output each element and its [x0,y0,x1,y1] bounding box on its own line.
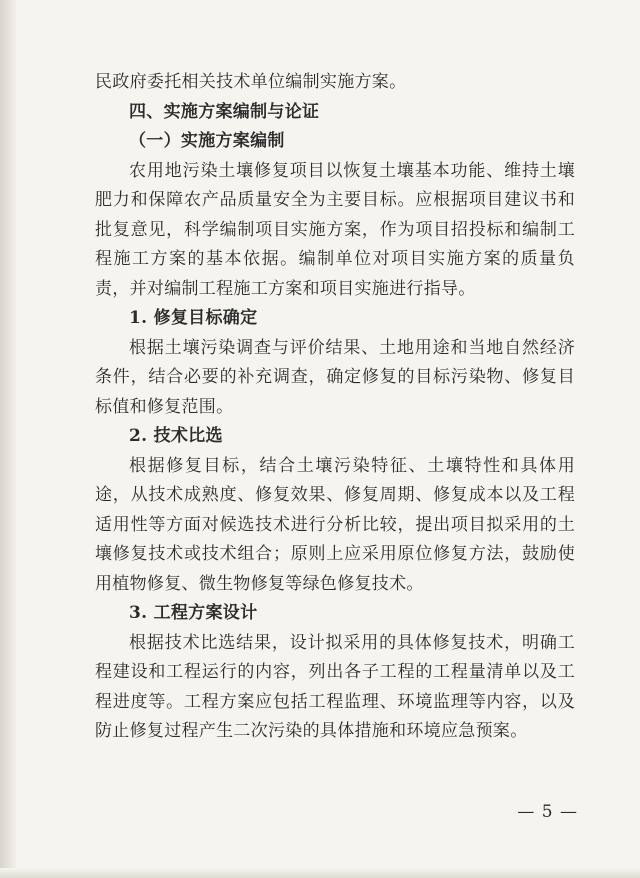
page-shadow-bottom [0,868,640,878]
subsection-heading-plan-preparation: （一）实施方案编制 [129,131,285,151]
document-body [95,68,575,747]
paragraph-technology-selection: 根据修复目标，结合土壤污染特征、土壤特性和具体用途，从技术成熟度、修复效果、修复周期、修复成本以及工程适用性等方面对候选技术进行分析比较，提出项目拟采用的土壤修复技术或技术组合；原则上应采用原位修复方法，鼓励使用植物修复、微生物修复等绿色修复技术。 [95,455,575,594]
item-heading-technology-selection: 2. 技术比选 [129,426,223,446]
page-number: — 5 — [517,802,578,822]
page-shadow-left [0,0,16,878]
paragraph-remediation-target: 根据土壤污染调查与评价结果、土地用途和当地自然经济条件，结合必要的补充调查，确定修复的目标污染物、修复目标值和修复范围。 [95,337,575,417]
item-heading-remediation-target: 1. 修复目标确定 [129,308,258,328]
item-heading-engineering-design: 3. 工程方案设计 [129,603,258,623]
paragraph-plan-preparation: 农用地污染土壤修复项目以恢复土壤基本功能、维持土壤肥力和保障农产品质量安全为主要目标。应根据项目建议书和批复意见，科学编制项目实施方案，作为项目招投标和编制工程施工方案的基本依据。编制单位对项目实施方案的质量负责，并对编制工程施工方案和项目实施进行指导。 [95,160,575,299]
paragraph-intro-continuation: 民政府委托相关技术单位编制实施方案。 [95,72,407,92]
section-heading-implementation-plan: 四、实施方案编制与论证 [129,101,320,122]
paragraph-engineering-design: 根据技术比选结果，设计拟采用的具体修复技术，明确工程建设和工程运行的内容，列出各子工程的工程量清单以及工程进度等。工程方案应包括工程监理、环境监理等内容，以及防止修复过程产生二次污染的具体措施和环境应急预案。 [95,632,575,741]
